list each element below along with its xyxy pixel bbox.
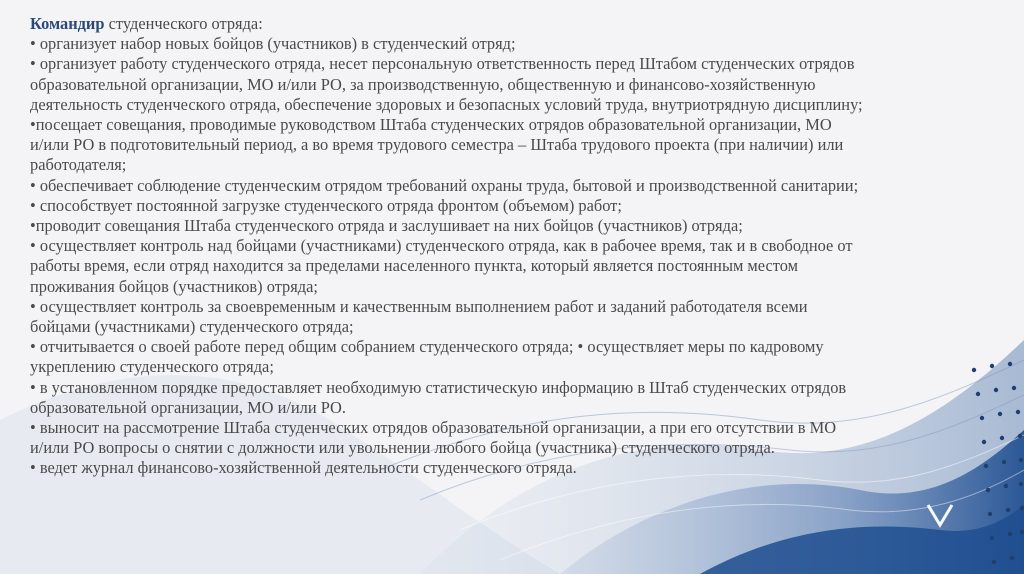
slide-heading — [30, 14, 1020, 34]
text-line: работодателя; — [30, 155, 127, 175]
text-line: и/или РО вопросы о снятии с должности или увольнении любого бойца (участника) студенческого отряда. — [30, 438, 775, 458]
text-line: • в установленном порядке предоставляет необходимую статистическую информацию в Штаб студенческих отрядов — [30, 377, 847, 397]
text-line: образовательной организации, МО и/или РО, за производственную, общественную и финансово-хозяйственную — [30, 74, 816, 94]
text-line: проживания бойцов (участников) отряда; — [30, 276, 318, 296]
text-line: • отчитывается о своей работе перед общим собранием студенческого отряда; • осуществляет меры по кадровому — [30, 337, 824, 357]
text-line: •проводит совещания Штаба студенческого отряда и заслушивает на них бойцов (участников) отряда; — [30, 216, 743, 236]
text-line: • ведет журнал финансово-хозяйственной деятельности студенческого отряда. — [30, 458, 577, 478]
text-line: • осуществляет контроль над бойцами (участниками) студенческого отряда, как в рабочее время, так и в свободное от — [30, 236, 853, 256]
text-line: •посещает совещания, проводимые руководством Штаба студенческих отрядов образовательной организации, МО — [30, 115, 832, 135]
slide-body-text — [30, 14, 1020, 479]
text-line: бойцами (участниками) студенческого отряда; — [30, 317, 354, 337]
text-line: работы время, если отряд находится за пределами населенного пункта, который является постоянным местом — [30, 256, 798, 276]
heading-strong: Командир — [30, 14, 105, 33]
heading-rest: студенческого отряда: — [104, 14, 263, 33]
text-line: укреплению студенческого отряда; — [30, 357, 274, 377]
text-line: • организует работу студенческого отряда, несет персональную ответственность перед Штабом студенческих отрядов — [30, 54, 855, 74]
text-line: и/или РО в подготовительный период, а во время трудового семестра – Штаба трудового проекта (при наличии) или — [30, 135, 844, 155]
text-line: • осуществляет контроль за своевременным и качественным выполнением работ и заданий работодателя всеми — [30, 296, 808, 316]
text-line: • обеспечивает соблюдение студенческим отрядом требований охраны труда, бытовой и производственной санитарии; — [30, 175, 859, 195]
text-line: • способствует постоянной загрузке студенческого отряда фронтом (объемом) работ; — [30, 195, 622, 215]
text-line: образовательной организации, МО и/или РО. — [30, 397, 346, 417]
text-line: • организует набор новых бойцов (участников) в студенческий отряд; — [30, 34, 516, 54]
text-line: • выносит на рассмотрение Штаба студенческих отрядов образовательной организации, а при его отсутствии в МО — [30, 418, 837, 438]
text-line: деятельность студенческого отряда, обеспечение здоровых и безопасных условий труда, внутриотрядную дисциплину; — [30, 94, 863, 114]
